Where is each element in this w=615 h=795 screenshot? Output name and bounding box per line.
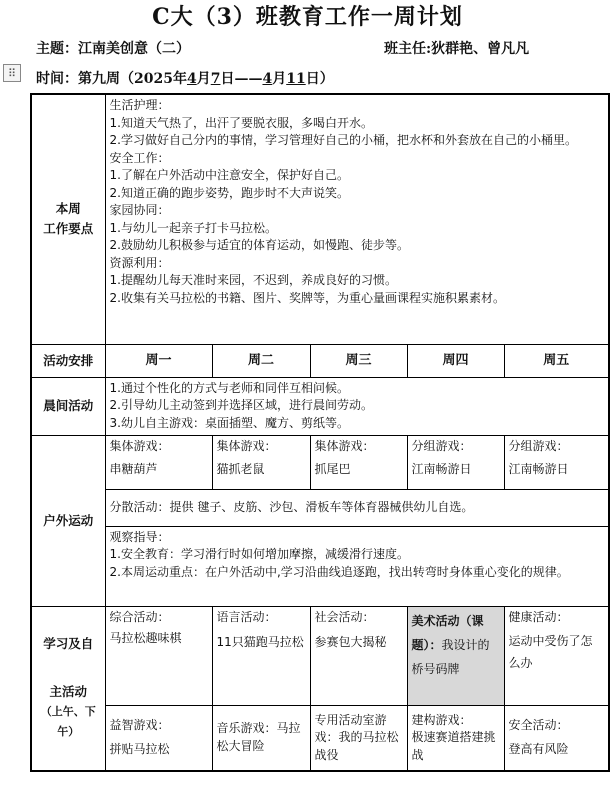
activity-name: 拼贴马拉松	[109, 741, 170, 756]
morning-line: 1.通过个性化的方式与老师和同伴互相问候。	[109, 380, 349, 395]
activity-name: 极速赛道搭建挑战	[411, 730, 496, 762]
weekly-focus-row	[31, 94, 609, 344]
focus-line: 1.知道天气热了，出汗了要脱衣服，多喝白开水。	[109, 115, 373, 130]
learning-label	[31, 606, 105, 771]
observation-line: 1.安全教育：学习滑行时如何增加摩擦，减缓滑行速度。	[109, 547, 409, 561]
day-end: 11	[286, 71, 306, 87]
activity-type: 安全活动：	[508, 718, 569, 733]
learning-label-1: 学习及自	[43, 636, 94, 652]
month-start: 4	[186, 71, 197, 87]
learning-cell	[212, 606, 310, 705]
weekly-focus-label-1: 本周	[55, 201, 81, 217]
focus-line: 生活护理：	[109, 98, 170, 112]
game-type: 分组游戏：	[508, 438, 569, 453]
time-line	[36, 68, 334, 88]
weekly-plan-table	[30, 93, 610, 772]
focus-line: 2.知道正确的跑步姿势，跑步时不大声说笑。	[109, 185, 349, 200]
outdoor-game-cell	[504, 435, 609, 489]
activity-type: 美术活动（课题）：	[411, 613, 484, 652]
game-name: 串糖葫芦	[109, 462, 158, 476]
learning-cell-highlight	[407, 606, 504, 705]
weekly-focus-label-2: 工作要点	[43, 221, 94, 237]
activity-name: 我的马拉松战役	[314, 730, 399, 762]
outdoor-game-cell	[212, 435, 310, 489]
learning-row-2	[31, 705, 609, 771]
focus-line: 1.提醒幼儿每天准时来园，不迟到，养成良好的习惯。	[109, 273, 397, 287]
activity-name: 我设计的桥号码牌	[411, 637, 490, 676]
time-suffix: 日）	[305, 71, 334, 87]
page-title: C大（3）班教育工作一周计划	[152, 4, 463, 30]
learning-cell	[310, 606, 407, 705]
outdoor-observation	[105, 526, 609, 606]
learning-cell	[407, 705, 504, 771]
teacher-text: 班主任:狄群艳、曾凡凡	[384, 41, 530, 57]
game-type: 分组游戏：	[411, 438, 472, 453]
activity-type: 专用活动室游戏：	[314, 712, 387, 744]
time-prefix: 时间：第九周（2025年	[36, 71, 187, 87]
learning-row-1	[31, 606, 609, 705]
month-char-2: 月	[272, 71, 287, 87]
morning-line: 2.引导幼儿主动签到并选择区域，进行晨间劳动。	[109, 398, 373, 412]
learning-label-3: （上午、下午）	[40, 705, 96, 739]
theme-text: 主题：江南美创意（二）	[36, 41, 190, 57]
schedule-label: 活动安排	[31, 344, 105, 377]
focus-line: 1.与幼儿一起亲子打卡马拉松。	[109, 220, 277, 235]
day-friday: 周五	[504, 344, 609, 377]
learning-cell	[212, 705, 310, 771]
focus-line: 1.了解在户外活动中注意安全，保护好自己。	[109, 168, 349, 182]
learning-cell	[105, 606, 212, 705]
morning-line: 3.幼儿自主游戏：桌面插塑、魔方、剪纸等。	[109, 415, 349, 430]
activity-type: 健康活动：	[508, 609, 569, 624]
outdoor-games-row	[31, 435, 609, 489]
day-wednesday: 周三	[310, 344, 407, 377]
day-separator: 日——	[220, 71, 263, 87]
schedule-header-row	[31, 344, 609, 377]
observation-line: 2.本周运动重点：在户外活动中,学习沿曲线追逐跑，找出转弯时身体重心变化的规律。	[109, 564, 569, 579]
learning-label-2: 主活动	[49, 684, 87, 700]
game-name: 猫抓老鼠	[216, 462, 265, 476]
activity-type: 语言活动：	[216, 609, 277, 624]
outdoor-game-cell	[407, 435, 504, 489]
learning-cell	[310, 705, 407, 771]
activity-name: 马拉松趣味棋	[109, 631, 182, 645]
game-type: 集体游戏：	[109, 438, 170, 453]
morning-content	[105, 377, 609, 435]
learning-cell	[504, 705, 609, 771]
month-char: 月	[196, 71, 211, 87]
game-name: 江南畅游日	[411, 462, 472, 476]
day-start: 7	[210, 71, 221, 87]
activity-name: 11只猫跑马拉松	[216, 635, 304, 649]
morning-label: 晨间活动	[31, 377, 105, 435]
outdoor-observation-row	[31, 526, 609, 606]
outdoor-game-cell	[105, 435, 212, 489]
activity-type: 综合活动：	[109, 609, 170, 624]
activity-name: 运动中受伤了怎么办	[508, 634, 593, 670]
focus-line: 2.鼓励幼儿积极参与适宜的体育运动，如慢跑、徒步等。	[109, 238, 409, 252]
activity-name: 马拉松大冒险	[216, 721, 301, 753]
game-type: 集体游戏：	[314, 438, 375, 453]
morning-row	[31, 377, 609, 435]
focus-line: 安全工作：	[109, 150, 170, 165]
activity-type: 建构游戏：	[411, 712, 472, 727]
outdoor-scattered: 分散活动：提供 毽子、皮筋、沙包、滑板车等体育器械供幼儿自选。	[105, 489, 609, 526]
activity-name: 参赛包大揭秘	[314, 635, 387, 649]
game-name: 抓尾巴	[314, 462, 351, 476]
game-type: 集体游戏：	[216, 438, 277, 453]
focus-line: 资源利用：	[109, 255, 170, 270]
weekly-focus-label	[31, 94, 105, 344]
outdoor-game-cell	[310, 435, 407, 489]
day-thursday: 周四	[407, 344, 504, 377]
month-end: 4	[262, 71, 273, 87]
learning-cell	[105, 705, 212, 771]
focus-line: 2.学习做好自己分内的事情，学习管理好自己的小桶，把水杯和外套放在自己的小桶里。	[109, 133, 577, 147]
learning-cell	[504, 606, 609, 705]
activity-type: 音乐游戏：	[216, 721, 277, 736]
weekly-focus-content	[105, 94, 609, 344]
observation-line: 观察指导：	[109, 529, 170, 544]
move-handle-icon[interactable]: ⠿	[3, 64, 21, 82]
day-monday: 周一	[105, 344, 212, 377]
game-name: 江南畅游日	[508, 462, 569, 476]
day-tuesday: 周二	[212, 344, 310, 377]
activity-type: 益智游戏：	[109, 718, 170, 733]
activity-name: 登高有风险	[508, 741, 569, 756]
outdoor-scattered-row	[31, 489, 609, 526]
activity-type: 社会活动：	[314, 609, 375, 624]
outdoor-label: 户外运动	[31, 435, 105, 606]
focus-line: 2.收集有关马拉松的书籍、图片、奖牌等，为重心量画课程实施积累素材。	[109, 290, 505, 305]
focus-line: 家园协同：	[109, 203, 170, 217]
